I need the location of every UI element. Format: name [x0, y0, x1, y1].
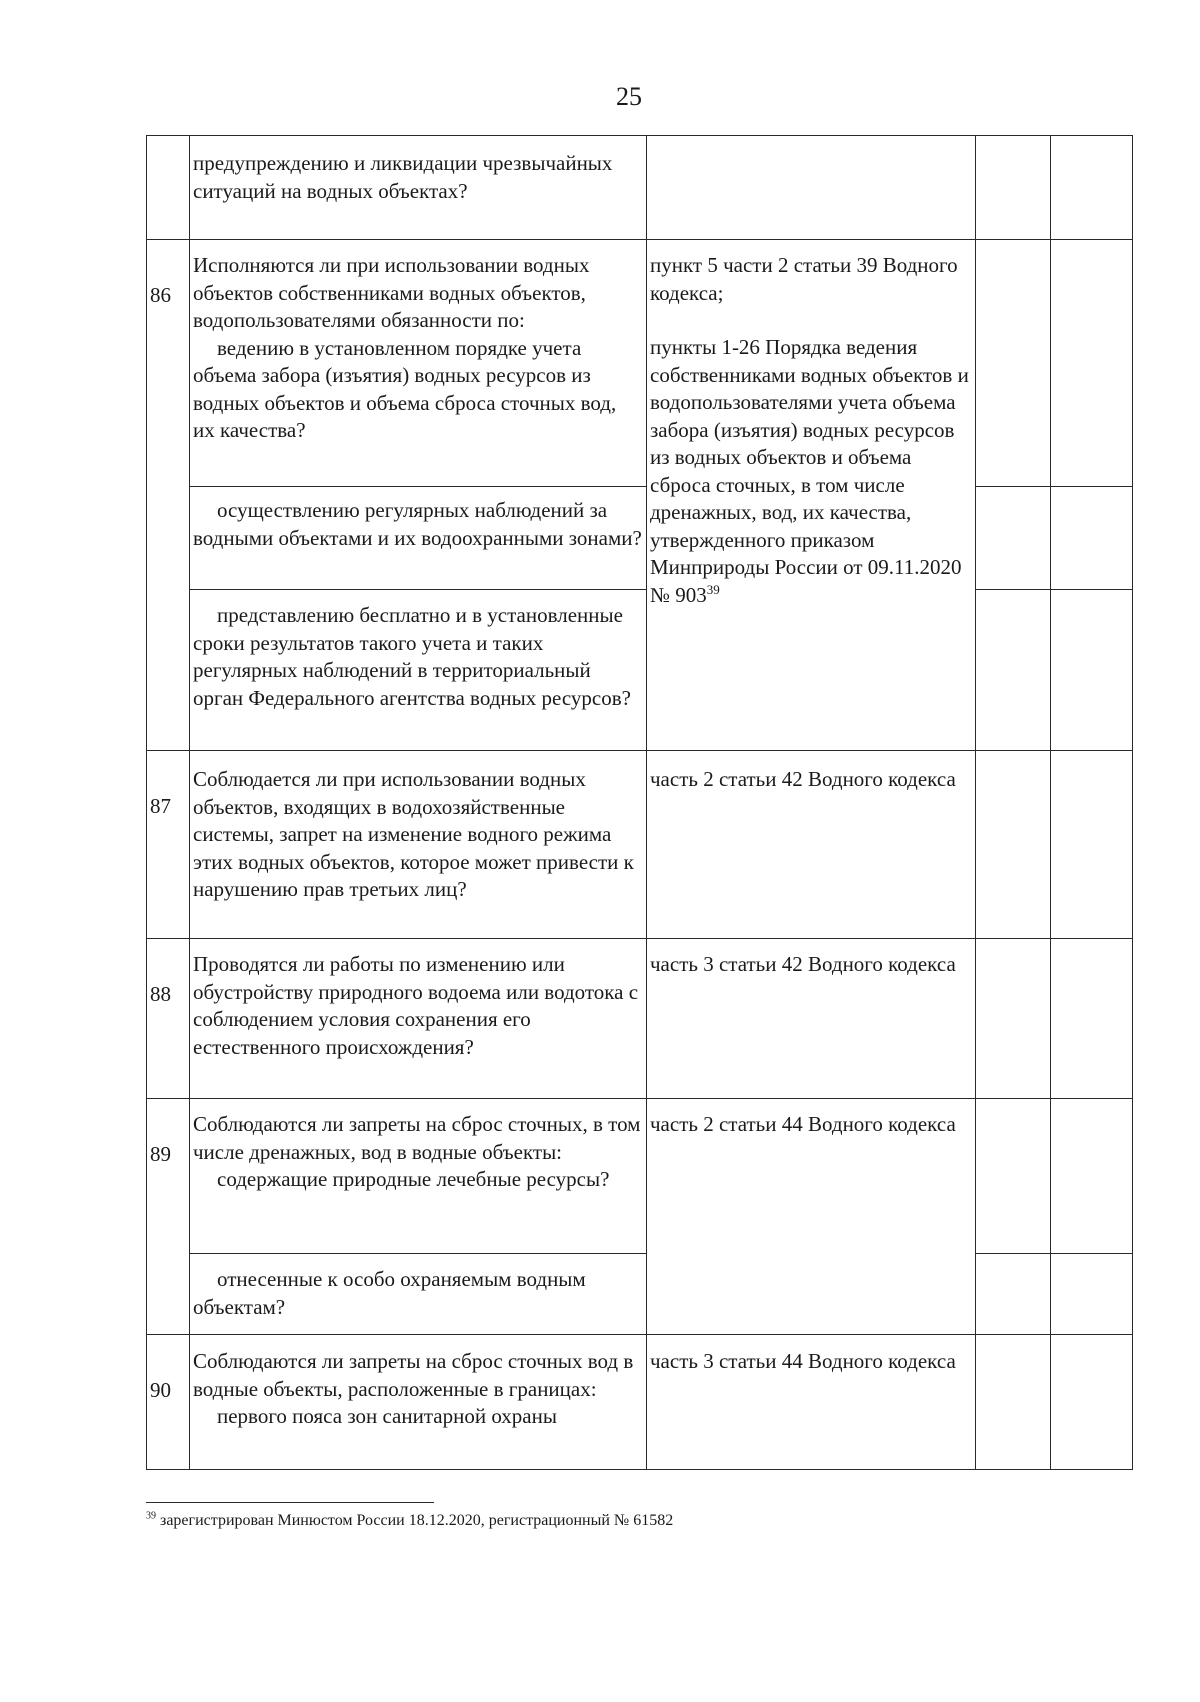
footnote-marker: 39	[706, 581, 720, 597]
answer-cell	[1051, 487, 1133, 590]
question-text: предупреждению и ликвидации чрезвычайных ситуаций на водных объектах?	[193, 151, 613, 203]
row-number-cell	[147, 1335, 190, 1470]
table-row	[147, 751, 1133, 939]
row-number-cell	[147, 1099, 190, 1335]
table-row	[147, 1254, 1133, 1335]
footnote-divider	[146, 1502, 434, 1503]
table-row	[147, 240, 1133, 487]
row-number-cell	[147, 939, 190, 1099]
answer-cell	[976, 240, 1051, 487]
checklist-table	[146, 135, 1133, 1470]
sub-question-text: содержащие природные лечебные ресурсы?	[217, 1167, 610, 1191]
question-text: Соблюдается ли при использовании водных объектов, входящих в водохозяйственные системы, запрет на изменение водного режима этих водных объектов, которое может привести к нарушению прав третьих лиц?	[193, 767, 634, 901]
answer-cell	[976, 939, 1051, 1099]
answer-cell	[976, 1099, 1051, 1254]
answer-cell	[1051, 240, 1133, 487]
reference-cell	[647, 1099, 976, 1335]
answer-cell	[976, 487, 1051, 590]
reference-cell	[647, 136, 976, 240]
table-row	[147, 487, 1133, 590]
legal-reference: часть 3 статьи 42 Водного кодекса	[650, 952, 956, 976]
answer-cell	[1051, 751, 1133, 939]
table-row	[147, 590, 1133, 751]
row-number: 90	[150, 1378, 171, 1402]
answer-cell	[976, 751, 1051, 939]
table-row	[147, 136, 1133, 240]
row-number: 88	[150, 982, 171, 1006]
legal-reference: часть 2 статьи 44 Водного кодекса	[650, 1112, 956, 1136]
row-number: 87	[150, 794, 171, 818]
question-cell	[190, 1099, 647, 1254]
answer-cell	[976, 590, 1051, 751]
answer-cell	[1051, 136, 1133, 240]
reference-cell	[647, 240, 976, 751]
answer-cell	[1051, 1099, 1133, 1254]
question-text: Исполняются ли при использовании водных объектов собственниками водных объектов, водопользователями обязанности по:	[193, 253, 590, 332]
question-cell	[190, 590, 647, 751]
row-number: 89	[150, 1142, 171, 1166]
reference-cell	[647, 939, 976, 1099]
footnote-text: зарегистрирован Минюстом России 18.12.2020, регистрационный № 61582	[156, 1512, 674, 1529]
sub-question-text: отнесенные к особо охраняемым водным объектам?	[193, 1267, 586, 1319]
row-number: 86	[150, 283, 171, 307]
question-cell	[190, 751, 647, 939]
answer-cell	[1051, 1335, 1133, 1470]
question-cell	[190, 1335, 647, 1470]
sub-question-text: представлению бесплатно и в установленные сроки результатов такого учета и таких регулярных наблюдений в территориальный орган Федерального агентства водных ресурсов?	[193, 603, 631, 710]
answer-cell	[1051, 1254, 1133, 1335]
question-text: Соблюдаются ли запреты на сброс сточных вод в водные объекты, расположенные в границах:	[193, 1349, 634, 1401]
row-number-cell	[147, 136, 190, 240]
question-text: Соблюдаются ли запреты на сброс сточных, в том числе дренажных, вод в водные объекты:	[193, 1112, 641, 1164]
row-number-cell	[147, 751, 190, 939]
sub-question-text: первого пояса зон санитарной охраны	[217, 1404, 557, 1428]
answer-cell	[1051, 590, 1133, 751]
question-cell	[190, 136, 647, 240]
footnote	[146, 1510, 673, 1532]
question-cell	[190, 240, 647, 487]
sub-question-text: ведению в установленном порядке учета объема забора (изъятия) водных ресурсов из водных объектов и объема сброса сточных вод, их качества?	[193, 335, 617, 442]
answer-cell	[976, 1335, 1051, 1470]
legal-reference: пункт 5 части 2 статьи 39 Водного кодекса;	[650, 253, 958, 305]
answer-cell	[976, 136, 1051, 240]
table-row	[147, 1099, 1133, 1254]
sub-question-text: осуществлению регулярных наблюдений за водными объектами и их водоохранными зонами?	[193, 498, 642, 550]
page-number: 25	[616, 82, 642, 111]
reference-cell	[647, 1335, 976, 1470]
question-text: Проводятся ли работы по изменению или обустройству природного водоема или водотока с соблюдением условия сохранения его естественного происхождения?	[193, 952, 639, 1059]
table-row	[147, 1335, 1133, 1470]
question-cell	[190, 1254, 647, 1335]
legal-reference: часть 2 статьи 42 Водного кодекса	[650, 767, 956, 791]
reference-cell	[647, 751, 976, 939]
legal-reference: пункты 1-26 Порядка ведения собственниками водных объектов и водопользователями учета объема забора (изъятия) водных ресурсов из водных объектов и объема сброса сточных, в том числе дренажных, вод, их качества, утвержденного приказом Минприроды России от 09.11.2020 № 903	[650, 335, 969, 607]
question-cell	[190, 939, 647, 1099]
table-row	[147, 939, 1133, 1099]
row-number-cell	[147, 240, 190, 751]
question-cell	[190, 487, 647, 590]
answer-cell	[976, 1254, 1051, 1335]
answer-cell	[1051, 939, 1133, 1099]
legal-reference: часть 3 статьи 44 Водного кодекса	[650, 1349, 956, 1373]
footnote-marker: 39	[146, 1510, 156, 1522]
